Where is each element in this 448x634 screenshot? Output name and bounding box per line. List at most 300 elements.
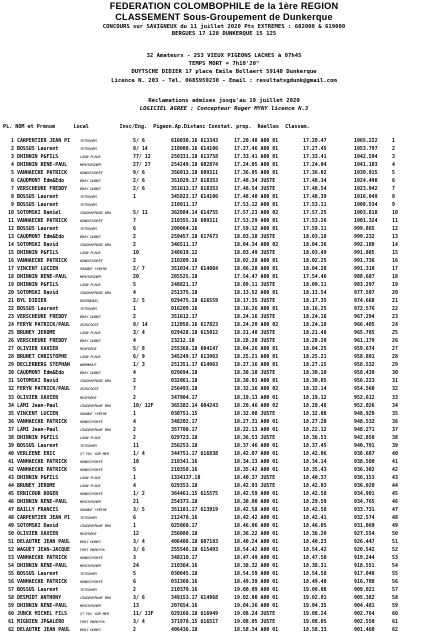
table-row [3,618,448,626]
cell-constat: 18.42.59 A00 01 [234,490,279,497]
cell-classement: 25 [392,330,398,337]
cell-classement: 37 [392,426,398,433]
cell-constat: 17.53.12 A00 01 [234,202,279,209]
cell-constat: 18.27.16 A00 01 [234,362,279,369]
cell-local: MERCKEGHEM [80,163,101,168]
cell-pigeon-distance: 029694.18 [171,370,198,377]
cell-constat: 17.54.47 A00 01 [234,274,279,281]
cell-classement: 43 [392,474,398,481]
cell-classement: 60 [392,610,398,617]
table-row [3,289,448,297]
cell-name: SOTOMSKI Daniel [17,210,62,217]
cell-pigeon-distance: 256253.18 [171,442,198,449]
cell-name: VERLEENE ERIC [17,450,56,457]
table-row [3,241,448,249]
reclamations-line: Réclamations admises jusqu'au 19 juillet 2020 [148,98,300,104]
cell-constat: 17.59.12 A00 01 [234,226,279,233]
cell-insc-eng: 24 [133,562,139,569]
cell-constat: 18.09.11 JUSTE [234,282,276,289]
cell-vitesse: 938.687 [354,450,375,457]
cell-local: BRAY DUNES [80,627,101,632]
cell-classement: 55 [392,570,398,577]
cell-constat: 18.03.49 JUSTE [234,250,276,257]
cell-name: DHINNIN P&FILS [17,474,59,481]
cell-local: LOON PLAGE [80,331,101,336]
cell-local: ZUYDCOOTE [80,387,99,392]
cell-name: DHINNIN RENE-PAUL [17,602,68,609]
cell-classement: 18 [392,274,398,281]
cell-local: MERCKEGHEM [80,275,101,280]
table-row [3,273,448,281]
cell-insc-eng: 3/ 4 [133,538,145,545]
table-row [3,201,448,209]
cell-rank: 41 [8,458,14,465]
cell-name: OLIVIER XAVIER [17,346,59,353]
cell-insc-eng: 6/ 9 [133,354,145,361]
cell-rank: 57 [8,586,14,593]
table-row [3,442,448,450]
cell-reelles: 18.36.53 [303,434,327,441]
cell-reelles: 18.42.41 [303,514,327,521]
cell-reelles: 18.24.16 [303,314,327,321]
cell-vitesse: 942.850 [354,434,375,441]
cell-insc-eng: 1/ 2 [133,490,145,497]
contact-text: Licence N. 203 - Tél. 0685959230 - Email : resultatsgdunk@gmail.com [111,78,337,84]
cell-pigeon-distance: 351029.17 618353 [171,178,219,185]
cell-vitesse: 917.048 [354,570,375,577]
cell-local: COUDEKERQUE BRA [80,427,111,432]
cell-classement: 30 [392,370,398,377]
cell-insc-eng: 5 [133,282,136,289]
cell-classement: 57 [392,586,398,593]
cell-constat: 18.58.34 A00 01 [234,626,279,633]
cell-local: COUDEKERQUE BRA [80,243,111,248]
concours-line: CONCOURS sur SAVIGNEUX du 11 juillet 2020 Pts EXTREMES : 602000 & 619000 [102,24,346,30]
cell-vitesse: 934.901 [354,490,375,497]
cell-name: BAILLY FRANCIS [17,506,59,513]
cell-reelles: 17.48.39 [303,194,327,201]
table-row [3,522,448,530]
cell-classement: 41 [392,458,398,465]
cell-name: DHINNIN RENE-PAUL [17,498,68,505]
cell-constat: 17.20.48 A00 01 [234,138,279,144]
cell-rank: 3 [11,154,14,161]
cell-reelles: 18.13.54 [303,290,327,297]
cell-pigeon-distance: 356013.18 609311 [171,170,219,177]
cell-pigeon-distance: 016209.16 [171,306,198,313]
table-row [3,177,448,185]
cell-name: FERYN PATRICK/PAUL [17,386,70,393]
cell-vitesse: 1003.818 [354,210,378,217]
cell-rank: 29 [8,362,14,369]
cell-insc-eng: 7 [133,218,136,225]
cell-insc-eng: 10 [133,250,139,257]
cell-vitesse: 926.447 [354,538,375,545]
cell-reelles: 18.30.05 [303,378,327,385]
cell-insc-eng: 11 [133,442,139,449]
cell-reelles: 18.36.20 [303,530,327,537]
cell-constat: 19.08.05 JUSTE [234,618,276,625]
cell-insc-eng: 12 [133,530,139,537]
cell-constat: 18.25.21 A00 01 [234,354,279,361]
cell-rank: 17 [8,266,14,273]
cell-pigeon-distance: 030045.18 [171,570,198,577]
table-row [3,466,448,474]
cell-name: DHINNIN P&FILS [17,282,59,289]
cell-local: LOON PLAGE [80,155,101,160]
table-row [3,450,448,458]
cell-classement: 59 [392,602,398,609]
cell-local: GRANDE SYNTHE [80,411,107,416]
cell-rank: 35 [8,410,14,417]
cell-local: REXPOEDE [80,347,97,352]
cell-classement: 44 [392,482,398,489]
cell-vitesse: 967.294 [354,314,375,321]
cell-classement: 45 [392,490,398,497]
cell-rank: 5 [11,170,14,177]
cell-pigeon-distance: 212058.16 617823 [171,322,219,329]
cell-pigeon-distance: 362084.14 614755 [171,210,219,217]
cell-rank: 2 [11,146,14,153]
cell-insc-eng: 11/ 13F [133,610,154,617]
cell-local: ZUYDCOOTE [80,323,99,328]
cell-pigeon-distance: 210341.16 [171,458,198,465]
cell-insc-eng: 2/ 6 [133,186,145,193]
cell-reelles: 19.08.05 [303,618,327,625]
cell-name: OLIVIER XAVIER [17,530,59,537]
cell-classement: 34 [392,402,398,409]
cell-classement: 17 [392,266,398,273]
cell-rank: 47 [8,506,14,513]
cell-name: DHINNIN RENE-PAUL [17,274,68,281]
cell-name: DECLERBERG STEPHAN [17,362,70,369]
cell-reelles: 18.34.14 [303,458,327,465]
cell-constat: 18.35.42 A00 01 [234,466,279,473]
cell-reelles: 18.27.28 [303,418,327,425]
cell-name: DHINNIN RENE-PAUL [17,562,68,569]
cell-constat: 18.17.35 JUSTE [234,298,276,305]
cell-constat: 18.42.07 A00 01 [234,450,279,457]
cell-rank: 43 [8,474,14,481]
cell-rank: 16 [8,258,14,265]
cell-name: VANHAECKE PATRICK [17,578,68,585]
cell-reelles: 18.30.10 [303,370,327,377]
cell-local: BRAY DUNES [80,187,101,192]
cell-insc-eng: 3 [133,554,136,561]
cell-vitesse: 934.765 [354,498,375,505]
cell-name: JUNCK MICHEL FILS [17,610,68,617]
cell-rank: 36 [8,418,14,425]
table-row [3,610,448,618]
cell-classement: 6 [392,178,395,185]
cell-classement: 2 [392,146,395,153]
cell-pigeon-distance: 347904.17 [171,394,198,401]
cell-constat: 18.30.03 A00 01 [234,378,279,385]
cell-insc-eng: 8/ 14 [133,322,148,329]
cell-pigeon-distance: 248821.17 [171,282,198,289]
cell-vitesse: 952.026 [354,402,375,409]
cell-name: BOSSUS Laurent [17,194,59,201]
cell-reelles: 18.58.33 [303,626,327,633]
cell-vitesse: 965.785 [354,330,375,337]
cell-local: BRAY DUNES [80,179,101,184]
cell-vitesse: 902.764 [354,610,375,617]
cell-constat: 18.13.52 A00 01 [234,290,279,297]
table-row [3,570,448,578]
cell-insc-eng: 3/ 6 [133,594,145,601]
cell-local: TETEGHEM [80,307,97,312]
cell-reelles: 18.54.42 [303,546,327,553]
cell-insc-eng: 6 [133,578,136,585]
cell-rank: 25 [8,330,14,337]
cell-classement: 27 [392,346,398,353]
cell-pigeon-distance: 032061.18 [171,378,198,385]
cell-name: VANHAECKE PATRICK [17,466,68,473]
cell-insc-eng: 2 [133,242,136,249]
cell-vitesse: 927.554 [354,530,375,537]
cell-insc-eng: 10 [133,458,139,465]
cell-rank: 33 [8,394,14,401]
table-row [3,225,448,233]
cell-rank: 9 [11,202,14,209]
cell-rank: 48 [8,514,14,521]
table-row [3,602,448,610]
cell-local: ROSENDAEL [80,299,99,304]
cell-local: TETEGHEM [80,139,97,143]
table-row [3,418,448,426]
cell-insc-eng: 4 [133,482,136,489]
cell-local: ST POL SUR MER [80,451,109,456]
cell-rank: 39 [8,442,14,449]
cell-classement: 4 [392,162,395,169]
cell-local: GRANDE SYNTHE [80,507,107,512]
cell-name: BRUNET CHRISTOPHE [17,354,68,361]
cell-name: BOSSUS Laurent [17,570,59,577]
table-row [3,562,448,570]
cell-rank: 60 [8,610,14,617]
cell-pigeon-distance: 029723.18 [171,434,198,441]
cell-rank: 21 [8,298,14,305]
cell-reelles: 19.04.35 [303,602,327,609]
cell-local: FORT MARDYCK [80,619,105,624]
cell-rank: 42 [8,466,14,473]
table-row [3,137,448,145]
cell-vitesse: 961.179 [354,338,375,345]
cell-insc-eng: 77/ 12 [133,154,151,161]
cell-insc-eng: 5/ 6 [133,138,145,144]
cell-name: FERYN PATRICK/PAUL [17,322,70,329]
cell-name: SOTOMSKI David [17,242,59,249]
cell-constat: 18.06.28 A00 01 [234,266,279,273]
cell-vitesse: 983.297 [354,282,375,289]
cell-classement: 50 [392,530,398,537]
cell-pigeon-distance: 256493.18 [171,386,198,393]
cell-pigeon-distance: 351034.17 614084 [171,266,219,273]
cell-constat: 18.24.16 JUSTE [234,314,276,321]
cell-local: HONDSCHOOTE [80,219,103,224]
cell-classement: 32 [392,386,398,393]
title-line-2: CLASSEMENT Sous-Groupement de Dunkerque [115,12,333,22]
cell-vitesse: 966.405 [354,322,375,329]
cell-classement: 36 [392,418,398,425]
cell-constat: 18.32.16 A00 02 [234,386,279,393]
cell-name: LAMI Jean-Paul [17,402,59,409]
cell-constat: 18.22.13 A00 01 [234,426,279,433]
cell-classement: 61 [392,618,398,625]
cell-vitesse: 1001.324 [354,218,378,225]
cell-constat: 18.30.10 JUSTE [234,370,276,377]
cell-constat: 18.30.00 A00 01 [234,498,279,505]
cell-constat: 18.54.59 A00 01 [234,570,279,577]
table-row [3,281,448,289]
cell-local: WORMHOUT [80,363,97,368]
cell-classement: 5 [392,170,395,177]
cell-name: DHINNIN P&FILS [17,154,59,161]
cell-rank: 24 [8,322,14,329]
cell-name: LAMI Jean-Paul [17,426,59,433]
cell-reelles: 18.17.35 [303,298,327,305]
cell-vitesse: 991.310 [354,266,375,273]
cell-insc-eng: 2 [133,314,136,321]
cell-reelles: 18.42.58 [303,490,327,497]
cell-pigeon-distance: 031360.16 [171,578,198,585]
cell-classement: 53 [392,554,398,561]
cell-insc-eng: 2/ 7 [133,266,145,273]
cell-pigeon-distance: 346511.17 [171,242,198,249]
table-row [3,209,448,217]
cell-insc-eng: 1 [133,474,136,481]
cell-reelles: 18.21.48 [303,330,327,337]
cell-local: TETEGHEM [80,571,97,576]
cell-insc-eng: 2 [133,258,136,265]
cell-vitesse: 1030.915 [354,170,378,177]
cell-vitesse: 958.439 [354,370,375,377]
cell-vitesse: 933.731 [354,506,375,513]
cell-constat: 17.48.54 JUSTE [234,186,276,193]
cell-name: BOSSUS Laurent [17,306,59,313]
cell-vitesse: 918.551 [354,562,375,569]
cell-pigeon-distance: 256080.18 [171,530,198,537]
cell-reelles: 18.25.21 [303,354,327,361]
cell-constat: 18.42.58 A00 01 [234,506,279,513]
cell-classement: 29 [392,362,398,369]
cell-reelles: 18.02.25 [303,258,327,265]
table-row [3,265,448,273]
cell-classement: 47 [392,506,398,513]
table-row [3,297,448,305]
cell-rank: 4 [11,162,14,169]
cell-local: REXPOEDE [80,531,97,536]
cell-name: DELAUTRE JEAN PAUL [17,626,70,633]
cell-reelles: 17.53.11 [303,202,327,209]
cell-classement: 38 [392,434,398,441]
cell-vitesse: 988.687 [354,274,375,281]
cell-name: DHINNIN P&FILS [17,434,59,441]
cell-vitesse: 901.460 [354,626,375,633]
cell-reelles: 17.54.46 [303,274,327,281]
cell-classement: 24 [392,322,398,329]
cell-local: BRAY DUNES [80,539,101,544]
table-row [3,193,448,201]
cell-insc-eng: 4 [133,370,136,377]
cell-classement: 22 [392,306,398,313]
cell-vitesse: 905.382 [354,594,375,601]
cell-reelles: 18.04.25 [303,346,327,353]
cell-local: HONDSCHOOTE [80,459,103,464]
table-row [3,161,448,169]
cell-pigeon-distance: 364461.15 615575 [171,490,219,497]
cell-pigeon-distance: 406436.18 [171,626,198,633]
table-row [3,257,448,265]
cell-classement: 15 [392,250,398,257]
cell-classement: 48 [392,514,398,521]
cell-classement: 49 [392,522,398,529]
cell-constat: 17.27.46 A00 01 [234,146,279,153]
table-row [3,249,448,257]
cell-vitesse: 992.180 [354,242,375,249]
table-row [3,538,448,546]
cell-reelles: 18.32.08 [303,410,327,417]
cell-reelles: 18.03.18 [303,234,327,241]
cell-rank: 56 [8,578,14,585]
cell-vitesse: 920.542 [354,546,375,553]
cell-insc-eng: 2 [133,434,136,441]
cell-pigeon-distance: 348202.17 [171,418,198,425]
table-row [3,434,448,442]
cell-pigeon-distance: 248619.12 [171,250,198,257]
cell-rank: 52 [8,546,14,553]
table-row [3,385,448,393]
cell-rank: 13 [8,234,14,241]
cell-local: HONDSCHOOTE [80,467,103,472]
cell-name: BRUNEY JEROME [17,330,56,337]
cell-name: VINCENT LUCIEN [17,266,59,273]
cell-pigeon-distance: 207654.16 [171,602,198,609]
temps-mort-line: TEMPS MORT = 7h10'20" [188,61,260,67]
cell-rank: 46 [8,498,14,505]
table-row [3,217,448,225]
cell-name: ERNICOUR ROGER [17,490,59,497]
cell-name: WAGUET JEAN-JACQUE [17,546,70,553]
cell-insc-eng: 5 [133,570,136,577]
cell-name: VANHAECKE PATRICK [17,554,68,561]
table-row [3,474,448,482]
cell-reelles: 18.42.06 [303,450,327,457]
cell-pigeon-distance: 210355.16 609311 [171,218,219,225]
cell-vitesse: 956.223 [354,378,375,385]
table-row [3,321,448,329]
cell-reelles: 17.59.11 [303,226,327,233]
cell-reelles: 18.40.23 [303,538,327,545]
cell-name: VERSCHEURE FREDDY [17,186,68,193]
cell-rank: 12 [8,226,14,233]
cell-constat: 18.02.28 A00 01 [234,258,279,265]
cell-reelles: 18.28.20 [303,338,327,345]
cell-vitesse: 991.985 [354,250,375,257]
cell-vitesse: 954.560 [354,386,375,393]
cell-reelles: 18.42.58 [303,506,327,513]
cell-classement: 62 [392,626,398,633]
cell-vitesse: 977.507 [354,290,375,297]
cell-classement: 28 [392,354,398,361]
cell-pigeon-distance: 029168.18 616949 [171,610,219,617]
cell-insc-eng: 2 [133,426,136,433]
cell-local: LOON PLAGE [80,483,101,488]
cell-reelles: 18.24.18 [303,322,327,329]
bergues-dunkerque-line: BERGUES 17 128 DUNKERQUE 15 125 [171,31,277,37]
cell-vitesse: 972.576 [354,306,375,313]
cell-constat: 17.57.23 A00 02 [234,210,279,217]
